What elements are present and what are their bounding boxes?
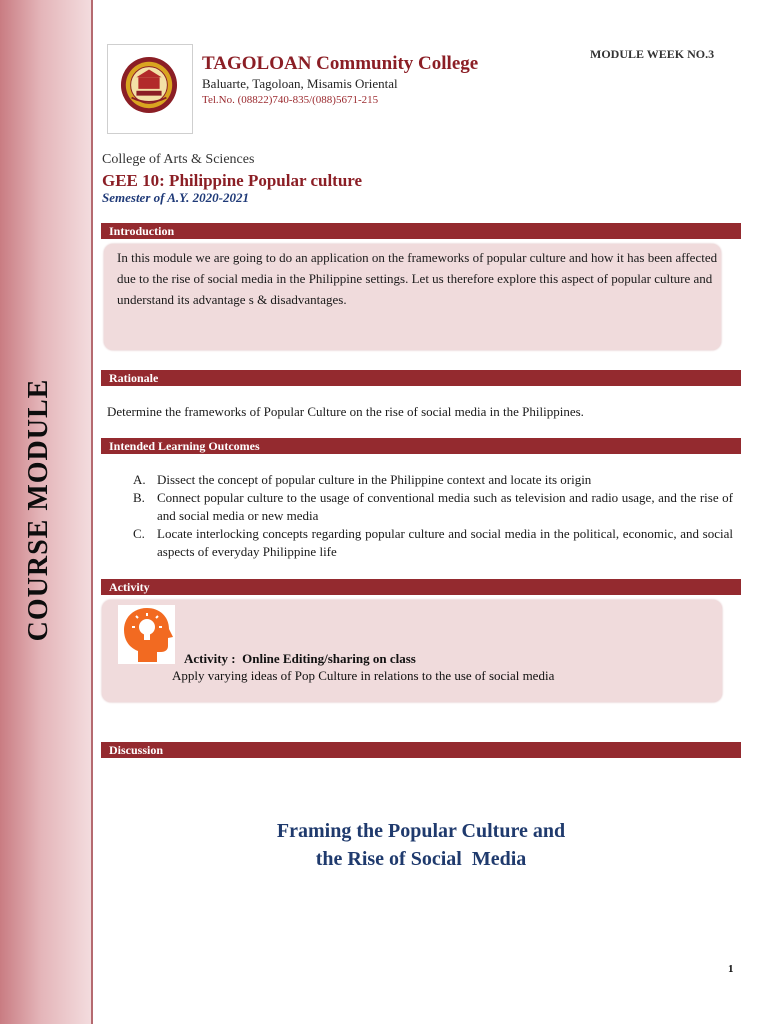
semester-label: Semester of A.Y. 2020-2021: [102, 190, 249, 205]
college-seal-icon: [120, 56, 178, 114]
module-week-label: MODULE WEEK NO.3: [590, 47, 715, 61]
college-name: TAGOLOAN Community College: [202, 53, 479, 74]
rationale-text: Determine the frameworks of Popular Culture on the rise of social media in the Philippines.: [107, 404, 584, 419]
activity-header: Activity: [101, 579, 741, 595]
side-banner-title: COURSE MODULE: [23, 378, 54, 642]
outcome-marker: C.: [133, 526, 145, 541]
college-telephone: Tel.No. (08822)740-835/(088)5671-215: [202, 94, 379, 106]
outcome-text: Dissect the concept of popular culture in the Philippine context and locate its origin: [157, 472, 592, 487]
college-logo: [107, 44, 193, 134]
discussion-header: Discussion: [101, 742, 741, 758]
outcome-item: [133, 525, 733, 561]
discussion-heading-line1: Framing the Popular Culture and: [276, 820, 566, 842]
department-name: College of Arts & Sciences: [102, 152, 255, 167]
outcome-marker: A.: [133, 472, 146, 487]
head-lightbulb-icon: [118, 605, 175, 664]
outcome-marker: B.: [133, 490, 145, 505]
outcome-item: [133, 489, 733, 525]
introduction-header: Introduction: [101, 223, 741, 239]
college-address: Baluarte, Tagoloan, Misamis Oriental: [202, 76, 398, 91]
outcome-text: Locate interlocking concepts regarding popular culture and social media in the political, economic, and social aspects of everyday Philippine life: [157, 526, 733, 559]
activity-heading: Activity : Online Editing/sharing on class: [184, 651, 416, 666]
discussion-heading-line2: the Rise of Social Media: [315, 848, 527, 870]
outcome-item: [133, 471, 733, 489]
activity-description: Apply varying ideas of Pop Culture in relations to the use of social media: [172, 668, 555, 683]
page-number: 1: [728, 963, 734, 975]
rationale-header: Rationale: [101, 370, 741, 386]
course-title: GEE 10: Philippine Popular culture: [102, 171, 363, 190]
outcomes-list: [133, 471, 733, 561]
introduction-text: In this module we are going to do an application on the frameworks of popular culture and how it has been affected due to the rise of social media in the Philippine settings. Let us therefore explore this aspect of popular culture and understand its advantage s & disadvantages.: [117, 250, 718, 307]
outcome-text: Connect popular culture to the usage of conventional media such as television and radio usage, and the rise of and social media or new media: [157, 490, 733, 523]
outcomes-header: Intended Learning Outcomes: [101, 438, 741, 454]
